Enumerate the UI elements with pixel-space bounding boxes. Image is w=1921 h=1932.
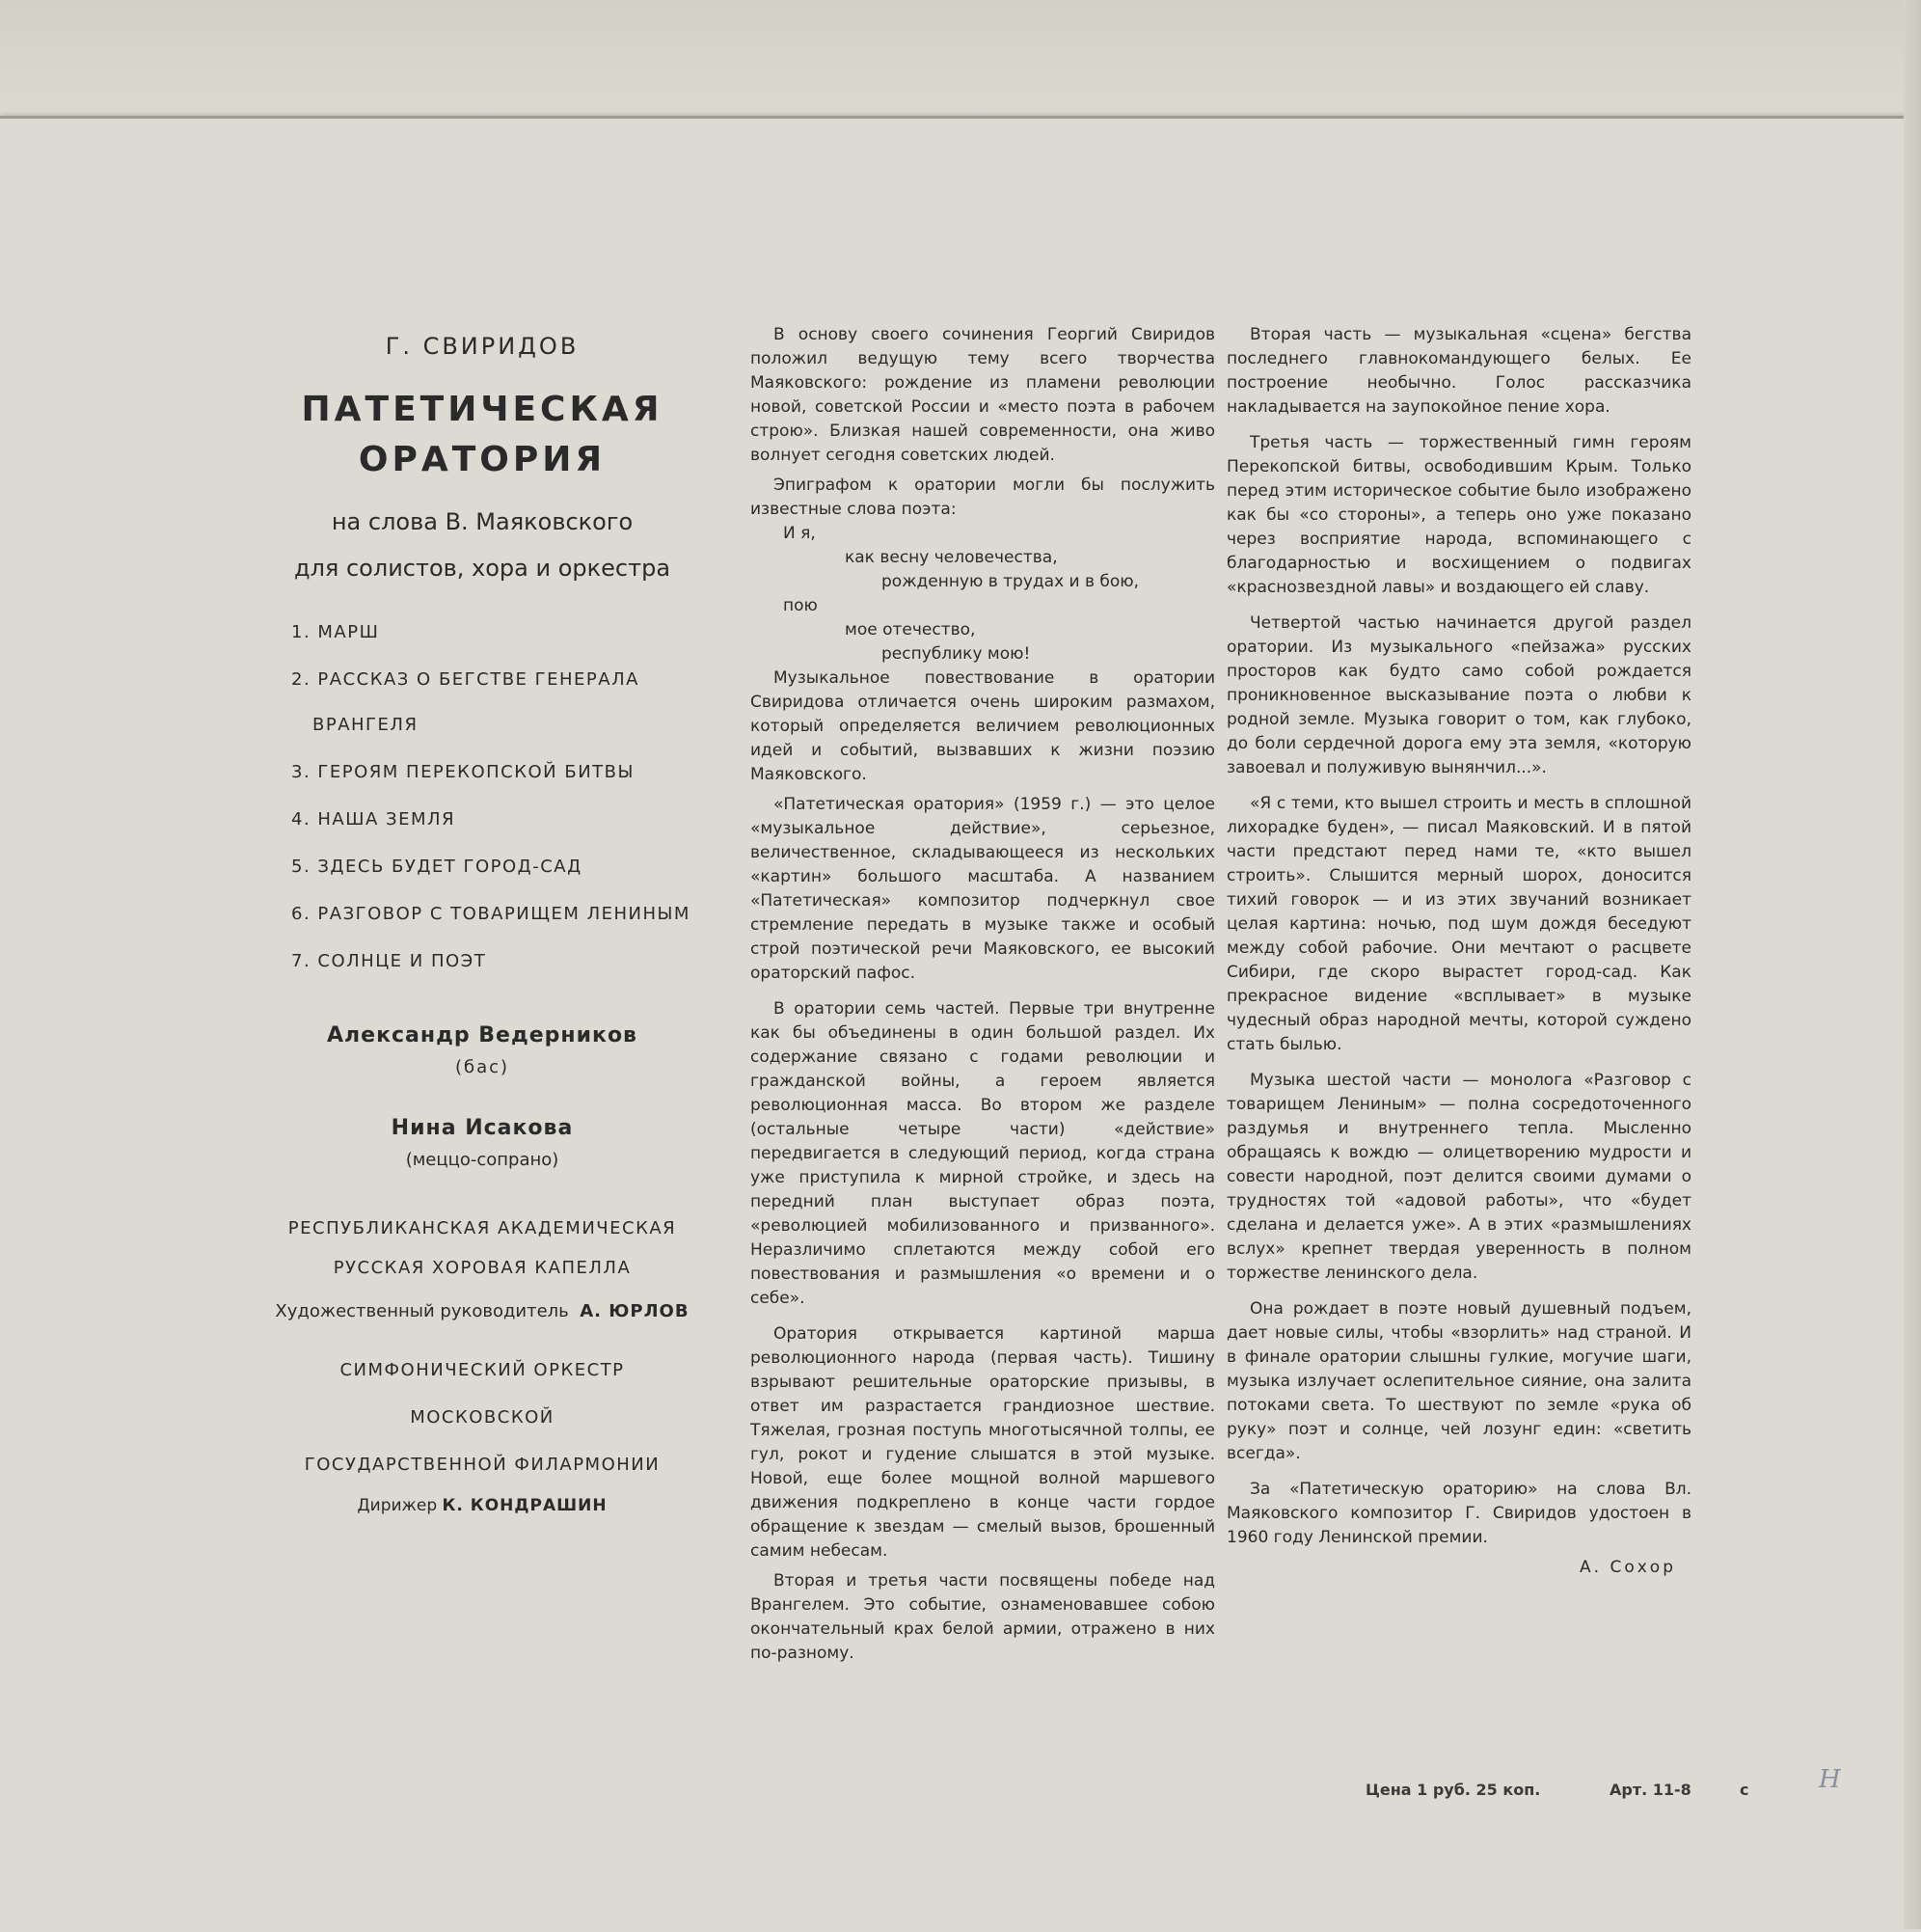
paragraph: Третья часть — торжественный гимн героям Перекопской битвы, освободившим Крым. Только перед этим историческое событие было изображено как бы «со стороны», а теперь оно уже показано через восприятие народа, вспоминающего с благодарностью и восхищением о подвигах «краснозвездной лавы» и воздающего ей славу. [1227,433,1691,597]
choir-director: Художественный руководитель А. ЮРЛОВ [275,1301,690,1322]
price-text: Цена 1 руб. 25 коп. [1366,1781,1541,1799]
credits-column [251,333,714,1515]
performer-2-voice: (меццо-сопрано) [405,1150,559,1171]
paragraph: Музыкальное повествование в оратории Свиридова отличается очень широким размахом, который определяется величием революционных идей и событий, вызвавших к жизни поэзию Маяковского. [750,668,1215,784]
subtitle-line-1: на слова В. Маяковского [331,508,634,536]
track-item: 3. ГЕРОЯМ ПЕРЕКОПСКОЙ БИТВЫ [291,762,635,783]
track-item: 2. РАССКАЗ О БЕГСТВЕ ГЕНЕРАЛА ВРАНГЕЛЯ [291,669,639,736]
sleeve-right-edge [1904,0,1921,1929]
subtitle-line-2: для солистов, хора и оркестра [293,555,671,583]
article-number: Арт. 11-8 [1610,1781,1691,1799]
paragraph: «Патетическая оратория» (1959 г.) — это целое «музыкальное действие», серьезное, величественное, складывающееся из нескольких «картин» большого масштаба. А названием «Патетическая» композитор подчеркнул свое стремление передать в музыке также и особый строй поэтической речи Маяковского, ее высокий ораторский пафос. [750,795,1215,983]
paragraph: Вторая и третья части посвящены победе над Врангелем. Это событие, ознаменовавшее собою окончательный крах белой армии, отражено в них по-разному. [750,1571,1215,1663]
composer-name: Г. СВИРИДОВ [385,333,580,360]
paragraph: Четвертой частью начинается другой раздел оратории. Из музыкального «пейзажа» русских просторов как будто само собой рождается проникновенное высказывание поэта о любви к родной земле. Музыка говорит о том, как глубоко, до боли сердечной дорога ему эта земля, «которую завоевал и полуживую вынянчил...». [1227,613,1691,777]
conductor: Дирижер К. КОНДРАШИН [357,1496,608,1516]
paragraph: В основу своего сочинения Георгий Свиридов положил ведущую тему всего творчества Маяковского: рождение из пламени революции новой, советской России и «место поэта в рабочем строю». Близкая нашей современности, она живо волнует сегодня советских людей. [750,325,1215,465]
sleeve-top-flap [0,0,1921,118]
paragraph: Вторая часть — музыкальная «сцена» бегства последнего главнокомандующего белых. Ее построение необычно. Голос рассказчика накладывается на заупокойное пение хора. [1227,325,1691,417]
title-line-2: ОРАТОРИЯ [358,440,607,480]
track-item: 4. НАША ЗЕМЛЯ [291,809,456,830]
track-item: 7. СОЛНЦЕ И ПОЭТ [291,951,487,972]
track-item: 6. РАЗГОВОР С ТОВАРИЩЕМ ЛЕНИНЫМ [291,904,690,925]
poem-epigraph: И я, как весну человечества, рожденную в трудах и в бою, пою мое отечество, республику мою! [783,524,1140,664]
paragraph: Она рождает в поэте новый душевный подъем, дает новые силы, чтобы «взорлить» над страной. И в финале оратории слышны гулкие, могучие шаги, музыка излучает ослепительное сияние, она залита потоками света. То шествуют по земле «рука об руку» поэт и солнце, чей лозунг един: «светить всегда». [1227,1299,1691,1463]
performer-2-name: Нина Исакова [391,1116,574,1141]
choir-name: РЕСПУБЛИКАНСКАЯ АКАДЕМИЧЕСКАЯ РУССКАЯ ХОРОВАЯ КАПЕЛЛА [287,1218,677,1279]
liner-notes-column-1 [750,323,1215,1666]
title-line-1: ПАТЕТИЧЕСКАЯ [301,390,663,429]
paragraph: Эпиграфом к оратории могли бы послужить известные слова поэта: [750,476,1215,519]
author-signature: А. Сохор [1580,1558,1676,1577]
track-item: 5. ЗДЕСЬ БУДЕТ ГОРОД-САД [291,857,582,878]
track-list [291,609,714,985]
handwritten-mark: Н [1819,1765,1841,1794]
orchestra-name: СИМФОНИЧЕСКИЙ ОРКЕСТР МОСКОВСКОЙ ГОСУДАРСТВЕННОЙ ФИЛАРМОНИИ [304,1360,661,1476]
liner-notes-column-2 [1227,323,1691,1580]
performer-1-name: Александр Ведерников [327,1023,637,1048]
category-letter: с [1740,1781,1749,1799]
paragraph: За «Патетическую ораторию» на слова Вл. Маяковского композитор Г. Свиридов удостоен в 1960 году Ленинской премии. [1227,1480,1691,1547]
work-title [251,385,714,485]
track-item: 1. МАРШ [291,622,380,643]
performer-1-voice: (бас) [454,1057,510,1078]
paragraph: «Я с теми, кто вышел строить и месть в сплошной лихорадке буден», — писал Маяковский. И в пятой части предстают перед нами те, «кто вышел строить». Слышится мерный шорох, доносится тихий говорок — и из этих звучаний возникает целая картина: ночью, под шум дождя беседуют между собой рабочие. Они мечтают о расцвете Сибири, где скоро вырастет город-сад. Как прекрасное видение «всплывает» в музыке чудесный образ народной мечты, которой суждено стать былью. [1227,794,1691,1054]
paragraph: Музыка шестой части — монолога «Разговор с товарищем Лениным» — полна сосредоточенного раздумья и внутреннего тепла. Мысленно обращаясь к вождю — олицетворению мудрости и совести народной, поэт делится своими думами о трудностях той «адовой работы», что «будет сделана и делается уже». А в этих «размышлениях вслух» крепнет твердая уверенность в полном торжестве ленинского дела. [1227,1071,1691,1283]
paragraph: В оратории семь частей. Первые три внутренне как бы объединены в один большой раздел. Их содержание связано с годами революции и гражданской войны, а героем является революционная масса. Во втором же разделе (остальные четыре части) «действие» передвигается в следующий период, когда страна уже приступила к мирной стройке, и здесь на передний план выступает образ поэта, «революцией мобилизованного и призванного». Неразличимо сплетаются между собой его повествования и размышления «о времени и о себе». [750,999,1215,1308]
paragraph: Оратория открывается картиной марша революционного народа (первая часть). Тишину взрывают решительные ораторские призывы, в ответ им разрастается грандиозное шествие. Тяжелая, грозная поступь многотысячной толпы, ее гул, рокот и гудение слышатся в этой музыке. Новой, еще более мощной волной маршевого движения подкреплено в конце части гордое обращение к звездам — смелый вызов, брошенный самим небесам. [750,1324,1215,1561]
